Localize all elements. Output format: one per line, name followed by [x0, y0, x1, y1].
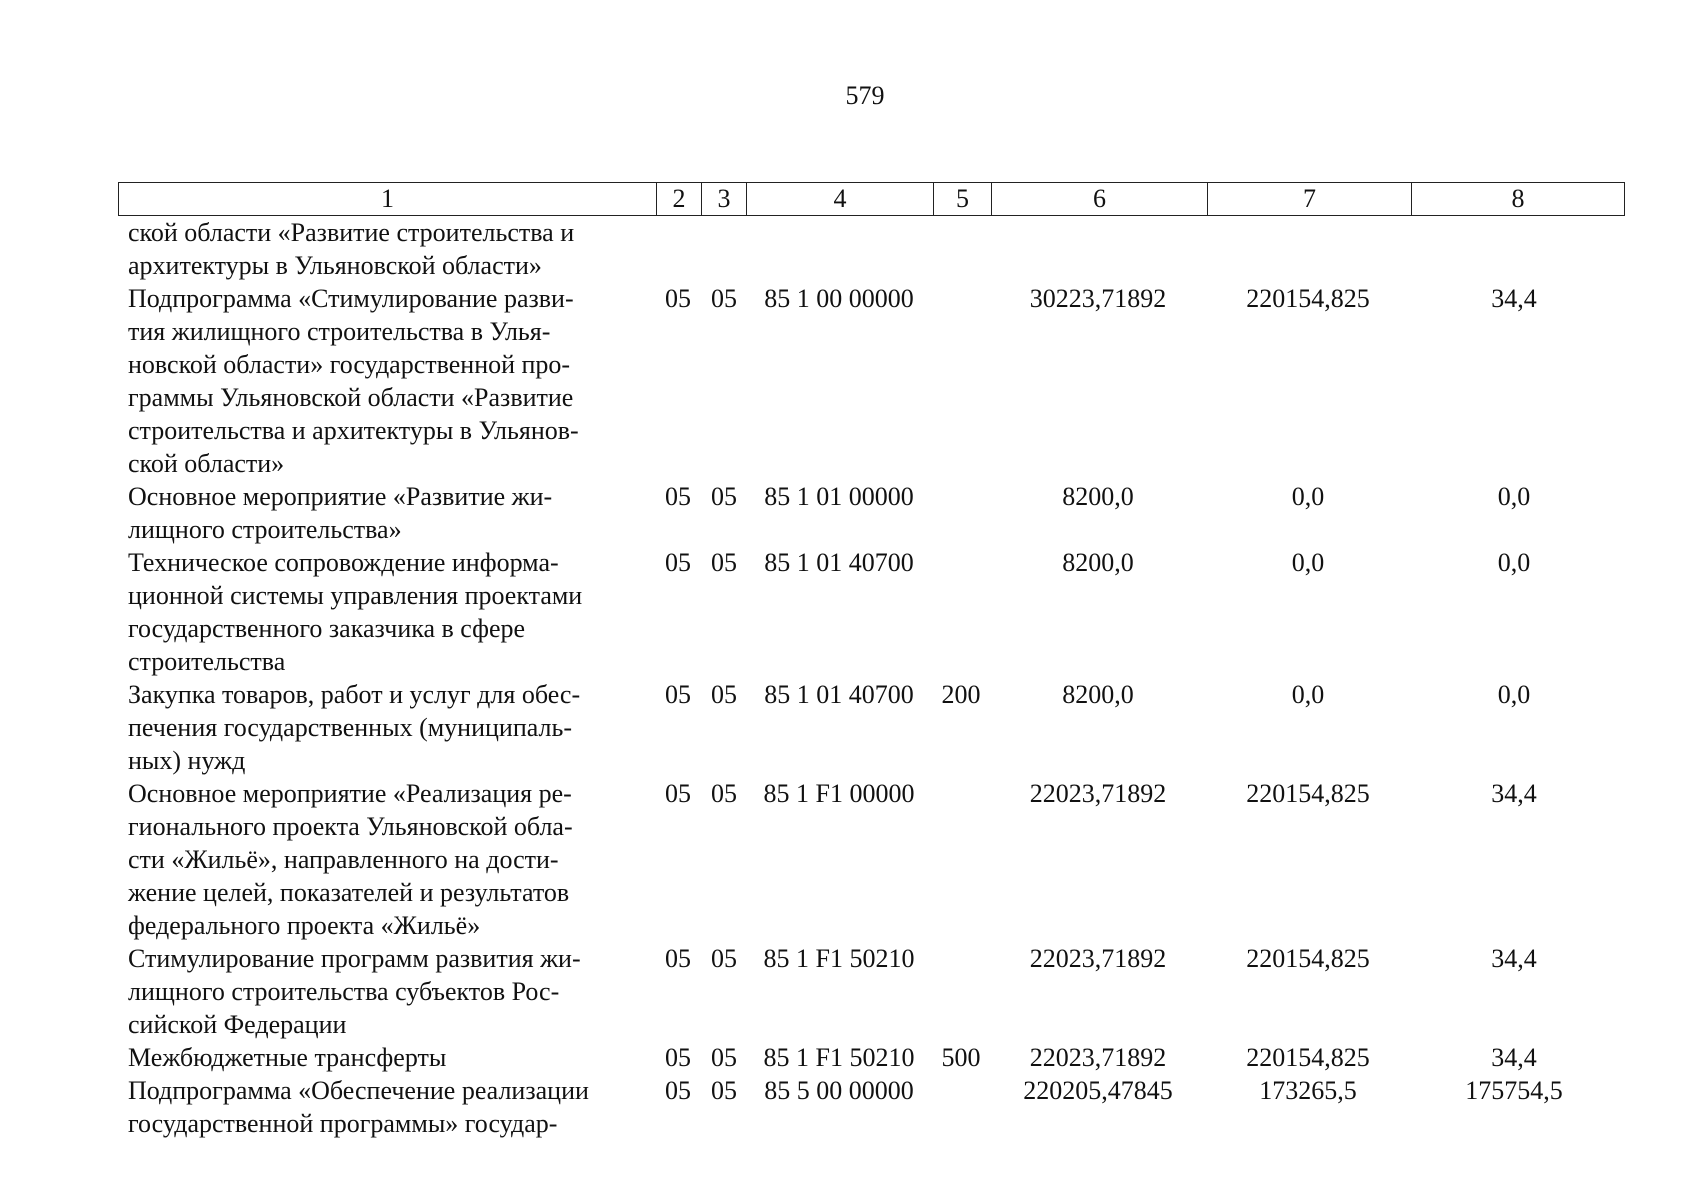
amount-column-6: 30223,71892: [1029, 284, 1167, 313]
amount-column-7: 173265,5: [1259, 1076, 1357, 1105]
amount-column-6: 22023,71892: [1029, 1043, 1167, 1072]
amount-column-6: 22023,71892: [1029, 779, 1167, 808]
target-article-code: 85 1 F1 00000: [763, 779, 915, 808]
row-description: Межбюджетные трансферты: [128, 1043, 447, 1072]
target-article-code: 85 1 01 00000: [764, 482, 914, 511]
table-row: [118, 216, 1624, 282]
subsection-code: 05: [711, 482, 737, 511]
amount-column-6: 8200,0: [1062, 548, 1134, 577]
section-code: 05: [665, 1076, 691, 1105]
amount-column-7: 0,0: [1291, 482, 1325, 511]
subsection-code: 05: [711, 779, 737, 808]
subsection-code: 05: [711, 944, 737, 973]
amount-column-8: 34,4: [1491, 1043, 1537, 1072]
section-code: 05: [665, 548, 691, 577]
amount-column-8: 0,0: [1497, 482, 1531, 511]
section-code: 05: [665, 1043, 691, 1072]
column-header-5: 5: [934, 183, 992, 216]
column-header-8: 8: [1412, 183, 1625, 216]
amount-column-8: 0,0: [1497, 548, 1531, 577]
amount-column-8: 34,4: [1491, 779, 1537, 808]
table-row: [118, 777, 1624, 942]
amount-column-8: 34,4: [1491, 284, 1537, 313]
expense-type-code: 500: [941, 1043, 981, 1072]
expense-type-code: 200: [941, 680, 981, 709]
column-header-3: 3: [702, 183, 747, 216]
column-header-4: 4: [747, 183, 934, 216]
target-article-code: 85 1 01 40700: [764, 548, 914, 577]
subsection-code: 05: [711, 284, 737, 313]
amount-column-7: 220154,825: [1246, 779, 1370, 808]
table-row: [118, 678, 1624, 777]
table-row: [118, 1074, 1624, 1140]
amount-column-7: 0,0: [1291, 680, 1325, 709]
target-article-code: 85 1 F1 50210: [763, 944, 915, 973]
subsection-code: 05: [711, 548, 737, 577]
subsection-code: 05: [711, 680, 737, 709]
column-header-1: 1: [119, 183, 657, 216]
target-article-code: 85 1 F1 50210: [763, 1043, 915, 1072]
table-row: [118, 942, 1624, 1041]
row-description: Подпрограмма «Обеспечение реализации государственной программы» государ-: [128, 1076, 589, 1138]
amount-column-6: 22023,71892: [1029, 944, 1167, 973]
row-description: ской области «Развитие строительства и архитектуры в Ульяновской области»: [128, 218, 575, 280]
subsection-code: 05: [711, 1043, 737, 1072]
row-description: Техническое сопровождение информа- ционной системы управления проектами государственного заказчика в сфере строительства: [128, 548, 583, 676]
section-code: 05: [665, 482, 691, 511]
table-body: [118, 216, 1624, 1140]
table-header: [118, 182, 1625, 216]
subsection-code: 05: [711, 1076, 737, 1105]
section-code: 05: [665, 779, 691, 808]
section-code: 05: [665, 680, 691, 709]
target-article-code: 85 5 00 00000: [764, 1076, 914, 1105]
row-description: Основное мероприятие «Развитие жи- лищного строительства»: [128, 482, 553, 544]
amount-column-8: 0,0: [1497, 680, 1531, 709]
row-description: Закупка товаров, работ и услуг для обес- печения государственных (муниципаль- ных) нужд: [128, 680, 581, 775]
column-header-7: 7: [1208, 183, 1412, 216]
row-description: Подпрограмма «Стимулирование разви- тия жилищного строительства в Улья- новской области» государственной про- граммы Ульяновской области «Развитие строительства и архитектуры в Ульянов- ской области»: [128, 284, 579, 478]
amount-column-6: 8200,0: [1062, 482, 1134, 511]
table-row: [118, 546, 1624, 678]
column-header-6: 6: [992, 183, 1208, 216]
section-code: 05: [665, 284, 691, 313]
amount-column-7: 220154,825: [1246, 1043, 1370, 1072]
target-article-code: 85 1 01 40700: [764, 680, 914, 709]
row-description: Основное мероприятие «Реализация ре- гионального проекта Ульяновской обла- сти «Жильё», направленного на дости- жение целей, показателей и результатов федерального проекта «Жильё»: [128, 779, 573, 940]
row-description: Стимулирование программ развития жи- лищного строительства субъектов Рос- сийской Федерации: [128, 944, 581, 1039]
section-code: 05: [665, 944, 691, 973]
amount-column-8: 175754,5: [1465, 1076, 1563, 1105]
table-row: [118, 282, 1624, 480]
amount-column-7: 220154,825: [1246, 284, 1370, 313]
table-row: [118, 1041, 1624, 1074]
amount-column-6: 220205,47845: [1023, 1076, 1173, 1105]
table-row: [118, 480, 1624, 546]
amount-column-7: 220154,825: [1246, 944, 1370, 973]
target-article-code: 85 1 00 00000: [764, 284, 914, 313]
amount-column-8: 34,4: [1491, 944, 1537, 973]
amount-column-7: 0,0: [1291, 548, 1325, 577]
column-header-2: 2: [657, 183, 702, 216]
page-number: 579: [845, 81, 885, 110]
amount-column-6: 8200,0: [1062, 680, 1134, 709]
